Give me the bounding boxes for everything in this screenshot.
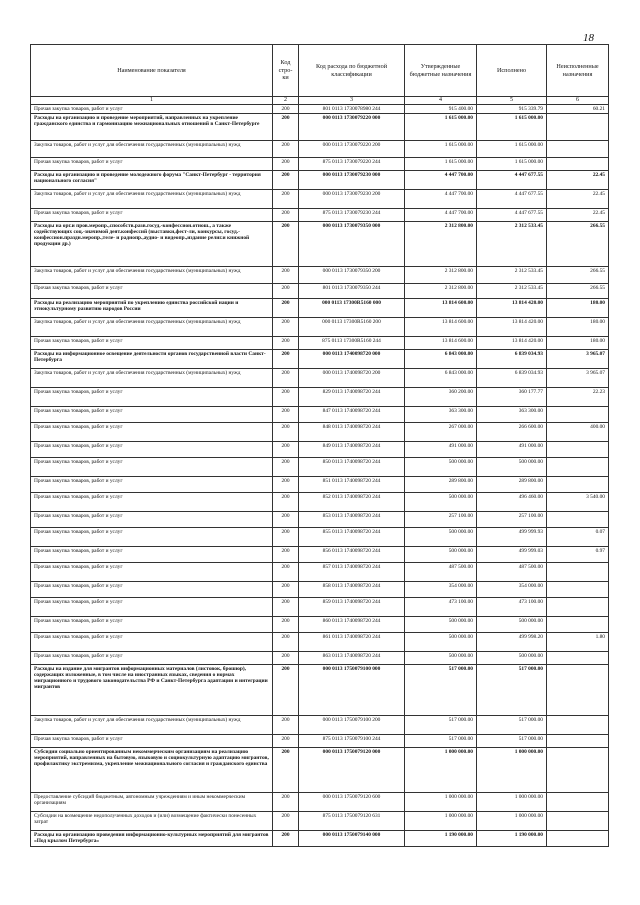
cell-name: Прочая закупка товаров, работ и услуг xyxy=(31,598,273,617)
cell-approved: 500 000.00 xyxy=(405,652,477,665)
cell-classification-code: 000 0113 1730079220 000 xyxy=(299,114,405,141)
cell-name: Закупка товаров, работ и услуг для обеспечения государственных (муниципальных) нужд xyxy=(31,716,273,735)
cell-line-code: 200 xyxy=(273,407,299,423)
cell-name: Прочая закупка товаров, работ и услуг xyxy=(31,652,273,665)
table-row xyxy=(31,598,609,617)
cell-classification-code: 863 0113 1740098720 244 xyxy=(299,652,405,665)
cell-approved: 517 000.00 xyxy=(405,665,477,716)
cell-classification-code: 000 0113 1730079230 000 xyxy=(299,171,405,190)
cell-unexecuted xyxy=(547,563,609,582)
table-row xyxy=(31,141,609,158)
cell-executed: 354 000.00 xyxy=(477,582,547,598)
cell-line-code: 200 xyxy=(273,598,299,617)
cell-line-code: 200 xyxy=(273,563,299,582)
cell-name: Закупка товаров, работ и услуг для обеспечения государственных (муниципальных) нужд xyxy=(31,318,273,337)
cell-executed: 360 177.77 xyxy=(477,388,547,407)
cell-name: Расходы на орг.и пров.меропр.,способств.разв.госуд.-конфессион.отнош., а также содействующих соц.-значимой деят.конфессий (выставки,фест-ли, конкурсы, госуд.-конфессион.праздн.меропр.,теле- и радиопр.,аудио- и видеопр.,издание религ.и книжной продукции др.) xyxy=(31,222,273,267)
cell-classification-code: 000 0113 1730079220 200 xyxy=(299,141,405,158)
cell-unexecuted xyxy=(547,812,609,831)
table-row-section xyxy=(31,222,609,267)
cell-approved: 257 100.00 xyxy=(405,512,477,528)
cell-unexecuted xyxy=(547,114,609,141)
cell-name: Субсидии на возмещение недополученных доходов и (или) возмещение фактически понесенных затрат xyxy=(31,812,273,831)
cell-unexecuted: 180.00 xyxy=(547,337,609,350)
cell-line-code: 200 xyxy=(273,105,299,114)
cell-classification-code: 858 0113 1740098720 244 xyxy=(299,582,405,598)
cell-executed: 4 447 677.55 xyxy=(477,209,547,222)
cell-classification-code: 859 0113 1740098720 244 xyxy=(299,598,405,617)
cell-classification-code: 801 0113 1730078980 244 xyxy=(299,105,405,114)
table-header-row xyxy=(31,45,609,97)
cell-approved: 500 000.00 xyxy=(405,493,477,512)
cell-line-code: 200 xyxy=(273,388,299,407)
cell-name: Прочая закупка товаров, работ и услуг xyxy=(31,284,273,299)
cell-line-code: 200 xyxy=(273,337,299,350)
table-row xyxy=(31,512,609,528)
cell-name: Субсидии социально ориентированным некоммерческим организациям на реализацию мероприятий, направленных на бытовую, языковую и социокультурную адаптацию мигрантов, профилактику экстремизма, укрепление межнационального согласия и гражданского единства xyxy=(31,748,273,793)
table-row xyxy=(31,735,609,748)
cell-executed: 1 615 000.00 xyxy=(477,158,547,171)
cell-approved: 500 000.00 xyxy=(405,617,477,633)
cell-line-code: 200 xyxy=(273,284,299,299)
cell-classification-code: 000 0113 1750079100 200 xyxy=(299,716,405,735)
table-row xyxy=(31,793,609,812)
cell-name: Закупка товаров, работ и услуг для обеспечения государственных (муниципальных) нужд xyxy=(31,369,273,388)
column-header-approved: Утвержденные бюджетные назначения xyxy=(405,45,477,97)
cell-line-code: 200 xyxy=(273,748,299,793)
cell-executed: 487 500.00 xyxy=(477,563,547,582)
cell-approved: 1 000 000.00 xyxy=(405,812,477,831)
cell-executed: 289 800.00 xyxy=(477,477,547,493)
cell-classification-code: 853 0113 1740098720 244 xyxy=(299,512,405,528)
table-row xyxy=(31,442,609,458)
cell-approved: 500 000.00 xyxy=(405,458,477,477)
cell-line-code: 200 xyxy=(273,458,299,477)
cell-approved: 1 615 000.00 xyxy=(405,114,477,141)
cell-line-code: 200 xyxy=(273,222,299,267)
cell-executed: 13 814 420.00 xyxy=(477,299,547,318)
cell-approved: 13 814 600.00 xyxy=(405,318,477,337)
cell-executed: 257 100.00 xyxy=(477,512,547,528)
table-row xyxy=(31,547,609,563)
cell-line-code: 200 xyxy=(273,633,299,652)
table-row-section xyxy=(31,748,609,793)
cell-line-code: 200 xyxy=(273,318,299,337)
cell-name: Закупка товаров, работ и услуг для обеспечения государственных (муниципальных) нужд xyxy=(31,267,273,284)
cell-line-code: 200 xyxy=(273,793,299,812)
cell-line-code: 200 xyxy=(273,442,299,458)
cell-executed: 496 460.00 xyxy=(477,493,547,512)
cell-line-code: 200 xyxy=(273,812,299,831)
column-index: 3 xyxy=(299,97,405,105)
cell-approved: 6 843 000.00 xyxy=(405,350,477,369)
cell-name: Прочая закупка товаров, работ и услуг xyxy=(31,735,273,748)
column-header-unexecuted: Неисполненные назначения xyxy=(547,45,609,97)
cell-approved: 1 615 000.00 xyxy=(405,158,477,171)
cell-executed: 4 447 677.55 xyxy=(477,190,547,209)
cell-unexecuted: 0.97 xyxy=(547,547,609,563)
table-row-section xyxy=(31,114,609,141)
column-header-classification: Код расхода по бюджетной классификации xyxy=(299,45,405,97)
cell-executed: 266 600.00 xyxy=(477,423,547,442)
cell-classification-code: 000 0113 1750079120 600 xyxy=(299,793,405,812)
cell-unexecuted xyxy=(547,442,609,458)
cell-approved: 13 814 600.00 xyxy=(405,337,477,350)
table-row xyxy=(31,209,609,222)
cell-line-code: 200 xyxy=(273,665,299,716)
cell-name: Закупка товаров, работ и услуг для обеспечения государственных (муниципальных) нужд xyxy=(31,141,273,158)
page-number: 18 xyxy=(583,32,594,44)
cell-name: Прочая закупка товаров, работ и услуг xyxy=(31,458,273,477)
table-row xyxy=(31,388,609,407)
table-row xyxy=(31,477,609,493)
table-row xyxy=(31,284,609,299)
cell-unexecuted: 180.00 xyxy=(547,318,609,337)
cell-executed: 500 000.00 xyxy=(477,617,547,633)
cell-executed: 4 447 677.55 xyxy=(477,171,547,190)
cell-approved: 473 100.00 xyxy=(405,598,477,617)
cell-classification-code: 000 0113 1740098720 200 xyxy=(299,369,405,388)
cell-unexecuted: 1.80 xyxy=(547,633,609,652)
cell-name: Предоставление субсидий бюджетным, автономным учреждениям и иным некоммерческим организациям xyxy=(31,793,273,812)
cell-name: Расходы на издание для мигрантов информационных материалов (листовок, брошюр), содержащих изложенные, в том числе на иностранных языках, сведения о нормах миграционного и трудового законодательства РФ и Санкт-Петербурга адаптации и интеграции мигрантов xyxy=(31,665,273,716)
cell-line-code: 200 xyxy=(273,299,299,318)
cell-unexecuted xyxy=(547,748,609,793)
cell-approved: 1 000 000.00 xyxy=(405,793,477,812)
cell-executed: 499 999.93 xyxy=(477,528,547,547)
cell-executed: 363 300.00 xyxy=(477,407,547,423)
cell-classification-code: 875 0113 17300R5160 244 xyxy=(299,337,405,350)
cell-approved: 1 615 000.00 xyxy=(405,141,477,158)
cell-unexecuted: 3 965.07 xyxy=(547,350,609,369)
cell-unexecuted: 266.55 xyxy=(547,222,609,267)
cell-name: Прочая закупка товаров, работ и услуг xyxy=(31,158,273,171)
cell-line-code: 200 xyxy=(273,158,299,171)
cell-line-code: 200 xyxy=(273,716,299,735)
table-row xyxy=(31,423,609,442)
cell-classification-code: 860 0113 1740098720 244 xyxy=(299,617,405,633)
cell-name: Прочая закупка товаров, работ и услуг xyxy=(31,209,273,222)
cell-unexecuted xyxy=(547,158,609,171)
table-row xyxy=(31,493,609,512)
cell-executed: 1 000 000.00 xyxy=(477,748,547,793)
cell-executed: 500 000.00 xyxy=(477,652,547,665)
cell-name: Закупка товаров, работ и услуг для обеспечения государственных (муниципальных) нужд xyxy=(31,190,273,209)
cell-classification-code: 801 0113 1730079350 244 xyxy=(299,284,405,299)
table-row xyxy=(31,652,609,665)
cell-name: Прочая закупка товаров, работ и услуг xyxy=(31,563,273,582)
table-row-section xyxy=(31,350,609,369)
cell-classification-code: 000 0113 1740098720 000 xyxy=(299,350,405,369)
cell-unexecuted xyxy=(547,141,609,158)
cell-unexecuted: 22.45 xyxy=(547,190,609,209)
cell-classification-code: 875 0113 1730079220 244 xyxy=(299,158,405,171)
cell-classification-code: 829 0113 1740098720 244 xyxy=(299,388,405,407)
cell-unexecuted: 400.00 xyxy=(547,423,609,442)
cell-line-code: 200 xyxy=(273,617,299,633)
table-row xyxy=(31,812,609,831)
cell-unexecuted: 180.00 xyxy=(547,299,609,318)
cell-line-code: 200 xyxy=(273,209,299,222)
cell-line-code: 200 xyxy=(273,477,299,493)
cell-name: Прочая закупка товаров, работ и услуг xyxy=(31,388,273,407)
cell-executed: 2 312 533.45 xyxy=(477,267,547,284)
column-index: 6 xyxy=(547,97,609,105)
cell-name: Прочая закупка товаров, работ и услуг xyxy=(31,493,273,512)
cell-classification-code: 000 0113 1730079350 000 xyxy=(299,222,405,267)
cell-line-code: 200 xyxy=(273,267,299,284)
cell-name: Прочая закупка товаров, работ и услуг xyxy=(31,407,273,423)
cell-classification-code: 849 0113 1740098720 244 xyxy=(299,442,405,458)
cell-line-code: 200 xyxy=(273,512,299,528)
cell-line-code: 200 xyxy=(273,735,299,748)
cell-approved: 500 000.00 xyxy=(405,528,477,547)
cell-executed: 13 814 420.00 xyxy=(477,318,547,337)
column-index-row xyxy=(31,97,609,105)
cell-name: Прочая закупка товаров, работ и услуг xyxy=(31,617,273,633)
cell-unexecuted xyxy=(547,793,609,812)
cell-classification-code: 000 0113 17300R5160 200 xyxy=(299,318,405,337)
cell-line-code: 200 xyxy=(273,114,299,141)
cell-approved: 500 000.00 xyxy=(405,547,477,563)
cell-unexecuted xyxy=(547,716,609,735)
cell-approved: 1 000 000.00 xyxy=(405,748,477,793)
cell-name: Расходы на информационное освещение деятельности органов государственной власти Санкт-Петербурга xyxy=(31,350,273,369)
cell-classification-code: 000 0113 1730079350 200 xyxy=(299,267,405,284)
cell-classification-code: 852 0113 1740098720 244 xyxy=(299,493,405,512)
cell-approved: 2 312 800.00 xyxy=(405,222,477,267)
cell-approved: 360 200.00 xyxy=(405,388,477,407)
cell-unexecuted: 22.23 xyxy=(547,388,609,407)
cell-executed: 6 839 034.93 xyxy=(477,369,547,388)
cell-line-code: 200 xyxy=(273,582,299,598)
cell-executed: 491 000.00 xyxy=(477,442,547,458)
table-row xyxy=(31,369,609,388)
column-index: 2 xyxy=(273,97,299,105)
cell-unexecuted xyxy=(547,652,609,665)
cell-classification-code: 861 0113 1740098720 244 xyxy=(299,633,405,652)
cell-name: Прочая закупка товаров, работ и услуг xyxy=(31,528,273,547)
cell-name: Расходы на реализацию мероприятий по укреплению единства российской нации и этнокультурному развитию народов России xyxy=(31,299,273,318)
cell-approved: 487 500.00 xyxy=(405,563,477,582)
table-row xyxy=(31,158,609,171)
cell-executed: 1 000 000.00 xyxy=(477,793,547,812)
table-row xyxy=(31,267,609,284)
cell-classification-code: 857 0113 1740098720 244 xyxy=(299,563,405,582)
cell-unexecuted: 3 540.00 xyxy=(547,493,609,512)
cell-unexecuted: 3 965.07 xyxy=(547,369,609,388)
cell-approved: 354 000.00 xyxy=(405,582,477,598)
table-row xyxy=(31,716,609,735)
cell-executed: 517 000.00 xyxy=(477,735,547,748)
cell-executed: 1 190 000.00 xyxy=(477,831,547,847)
cell-unexecuted xyxy=(547,458,609,477)
column-index: 5 xyxy=(477,97,547,105)
cell-executed: 500 000.00 xyxy=(477,458,547,477)
cell-name: Расходы на организацию и проведение молодежного форума "Санкт-Петербург - территория национального согласия" xyxy=(31,171,273,190)
cell-approved: 4 447 700.00 xyxy=(405,171,477,190)
cell-classification-code: 875 0113 1750079100 244 xyxy=(299,735,405,748)
cell-executed: 499 999.03 xyxy=(477,547,547,563)
cell-approved: 2 312 800.00 xyxy=(405,284,477,299)
column-index: 1 xyxy=(31,97,273,105)
cell-name: Прочая закупка товаров, работ и услуг xyxy=(31,423,273,442)
cell-executed: 499 998.20 xyxy=(477,633,547,652)
cell-line-code: 200 xyxy=(273,369,299,388)
cell-approved: 500 000.00 xyxy=(405,633,477,652)
cell-approved: 517 000.00 xyxy=(405,735,477,748)
table-row xyxy=(31,407,609,423)
cell-unexecuted xyxy=(547,831,609,847)
cell-name: Прочая закупка товаров, работ и услуг xyxy=(31,547,273,563)
cell-name: Прочая закупка товаров, работ и услуг xyxy=(31,337,273,350)
cell-name: Прочая закупка товаров, работ и услуг xyxy=(31,105,273,114)
cell-line-code: 200 xyxy=(273,547,299,563)
cell-approved: 4 447 700.00 xyxy=(405,209,477,222)
cell-classification-code: 855 0113 1740098720 244 xyxy=(299,528,405,547)
cell-approved: 915 400.00 xyxy=(405,105,477,114)
cell-classification-code: 850 0113 1740098720 244 xyxy=(299,458,405,477)
table-row xyxy=(31,190,609,209)
cell-classification-code: 875 0113 1730079230 244 xyxy=(299,209,405,222)
cell-line-code: 200 xyxy=(273,141,299,158)
cell-unexecuted xyxy=(547,598,609,617)
cell-executed: 473 100.00 xyxy=(477,598,547,617)
cell-unexecuted xyxy=(547,735,609,748)
cell-classification-code: 000 0113 1750079100 000 xyxy=(299,665,405,716)
cell-line-code: 200 xyxy=(273,190,299,209)
cell-approved: 4 447 700.00 xyxy=(405,190,477,209)
cell-classification-code: 000 0113 17300R5160 000 xyxy=(299,299,405,318)
cell-line-code: 200 xyxy=(273,831,299,847)
cell-unexecuted xyxy=(547,617,609,633)
table-row-section xyxy=(31,299,609,318)
cell-classification-code: 000 0113 1730079230 200 xyxy=(299,190,405,209)
cell-unexecuted: 0.07 xyxy=(547,528,609,547)
cell-name: Прочая закупка товаров, работ и услуг xyxy=(31,512,273,528)
cell-name: Расходы на организацию и проведение мероприятий, направленных на укрепление гражданского единства и гармонизацию межнациональных отношений в Санкт-Петербурге xyxy=(31,114,273,141)
table-row xyxy=(31,318,609,337)
table-row xyxy=(31,582,609,598)
cell-executed: 6 839 034.93 xyxy=(477,350,547,369)
cell-approved: 267 000.00 xyxy=(405,423,477,442)
cell-unexecuted xyxy=(547,477,609,493)
cell-unexecuted: 22.45 xyxy=(547,209,609,222)
table-row xyxy=(31,617,609,633)
cell-unexecuted: 266.55 xyxy=(547,267,609,284)
column-index: 4 xyxy=(405,97,477,105)
table-row xyxy=(31,105,609,114)
cell-name: Прочая закупка товаров, работ и услуг xyxy=(31,633,273,652)
cell-name: Расходы на организацию проведения информационно-культурных мероприятий для мигрантов «Под крылом Петербурга» xyxy=(31,831,273,847)
cell-executed: 1 000 000.00 xyxy=(477,812,547,831)
column-header-name: Наименование показателя xyxy=(31,45,273,97)
cell-executed: 1 615 000.00 xyxy=(477,114,547,141)
cell-unexecuted xyxy=(547,665,609,716)
cell-executed: 13 814 420.00 xyxy=(477,337,547,350)
cell-line-code: 200 xyxy=(273,528,299,547)
cell-approved: 2 312 800.00 xyxy=(405,267,477,284)
cell-executed: 2 312 533.45 xyxy=(477,284,547,299)
table-row xyxy=(31,633,609,652)
table-row xyxy=(31,528,609,547)
cell-executed: 2 312 533.45 xyxy=(477,222,547,267)
cell-executed: 517 000.00 xyxy=(477,665,547,716)
cell-unexecuted xyxy=(547,407,609,423)
cell-unexecuted xyxy=(547,512,609,528)
cell-unexecuted: 22.45 xyxy=(547,171,609,190)
table-row xyxy=(31,563,609,582)
cell-executed: 1 615 000.00 xyxy=(477,141,547,158)
cell-approved: 13 814 600.00 xyxy=(405,299,477,318)
table-row-section xyxy=(31,831,609,847)
cell-name: Прочая закупка товаров, работ и услуг xyxy=(31,477,273,493)
cell-approved: 289 800.00 xyxy=(405,477,477,493)
cell-classification-code: 848 0113 1740098720 244 xyxy=(299,423,405,442)
column-header-code: Код стро-ки xyxy=(273,45,299,97)
cell-name: Прочая закупка товаров, работ и услуг xyxy=(31,442,273,458)
cell-line-code: 200 xyxy=(273,350,299,369)
cell-name: Прочая закупка товаров, работ и услуг xyxy=(31,582,273,598)
cell-executed: 915 339.79 xyxy=(477,105,547,114)
cell-classification-code: 875 0113 1750079120 631 xyxy=(299,812,405,831)
cell-unexecuted xyxy=(547,582,609,598)
table-row xyxy=(31,337,609,350)
table-row-section xyxy=(31,171,609,190)
cell-classification-code: 000 0113 1750079120 000 xyxy=(299,748,405,793)
column-header-executed: Исполнено xyxy=(477,45,547,97)
cell-unexecuted: 60.21 xyxy=(547,105,609,114)
table-row xyxy=(31,458,609,477)
cell-line-code: 200 xyxy=(273,171,299,190)
cell-classification-code: 000 0113 1750079140 000 xyxy=(299,831,405,847)
cell-line-code: 200 xyxy=(273,652,299,665)
cell-line-code: 200 xyxy=(273,423,299,442)
cell-line-code: 200 xyxy=(273,493,299,512)
cell-classification-code: 851 0113 1740098720 244 xyxy=(299,477,405,493)
cell-approved: 517 000.00 xyxy=(405,716,477,735)
cell-executed: 517 000.00 xyxy=(477,716,547,735)
cell-classification-code: 847 0113 1740098720 244 xyxy=(299,407,405,423)
table-row-section xyxy=(31,665,609,716)
cell-approved: 491 000.00 xyxy=(405,442,477,458)
cell-classification-code: 856 0113 1740098720 244 xyxy=(299,547,405,563)
budget-execution-table xyxy=(30,44,609,847)
cell-approved: 6 843 000.00 xyxy=(405,369,477,388)
cell-unexecuted: 266.55 xyxy=(547,284,609,299)
cell-approved: 363 300.00 xyxy=(405,407,477,423)
cell-approved: 1 190 000.00 xyxy=(405,831,477,847)
